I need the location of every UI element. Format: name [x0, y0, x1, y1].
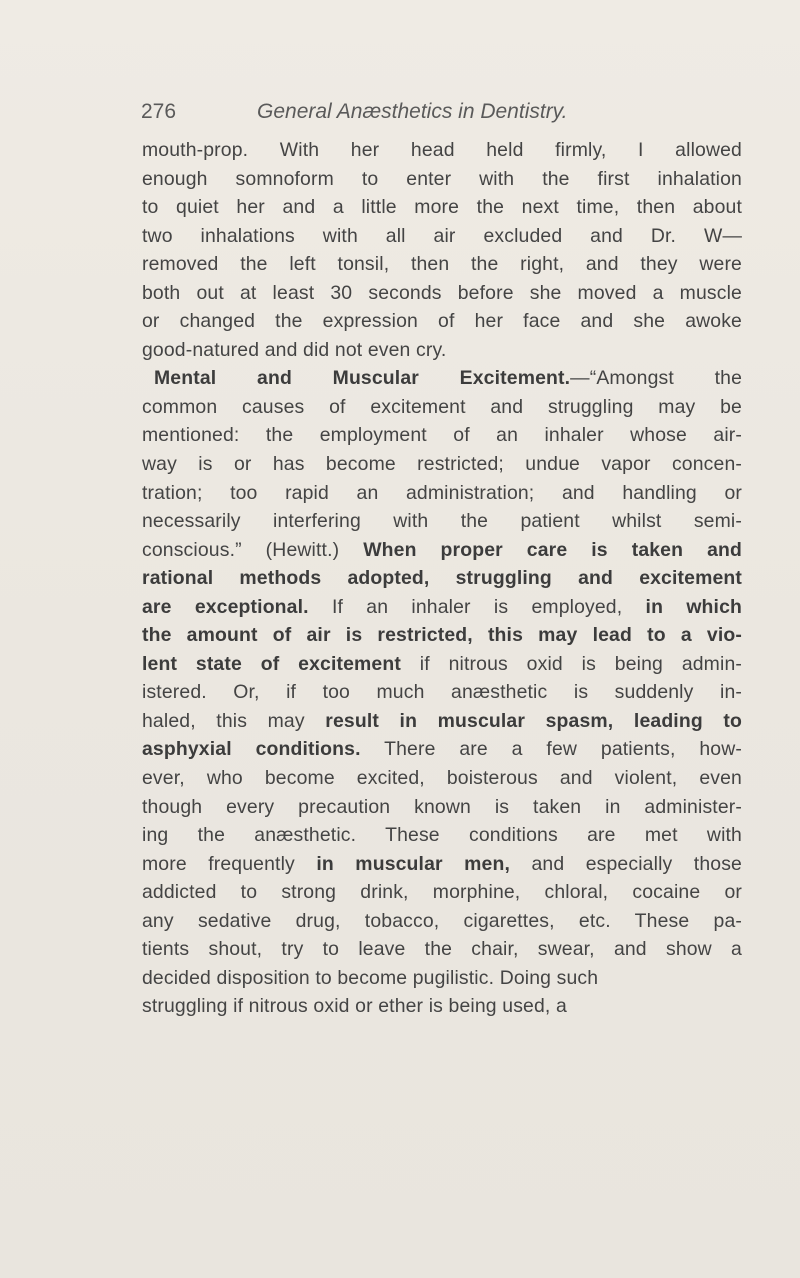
- text-run: decided disposition to become pugilistic. Doing such: [142, 966, 599, 989]
- text-run: though every precaution known is taken in administer-: [142, 795, 742, 818]
- text-line: [142, 650, 742, 679]
- bold-text-run: rational methods adopted, struggling and excitement: [142, 567, 742, 590]
- text-line: [142, 336, 742, 365]
- running-head-title: General Anæsthetics in Dentistry.: [257, 100, 568, 123]
- text-line: [142, 878, 742, 907]
- text-line: [142, 393, 742, 422]
- text-run: mouth-prop. With her head held firmly, I allowed: [142, 139, 742, 161]
- text-line: [142, 935, 742, 964]
- text-run: to quiet her and a little more the next time, then about: [142, 196, 742, 219]
- body-text: [142, 136, 742, 1021]
- text-run: necessarily interfering with the patient whilst semi-: [142, 510, 742, 533]
- bold-text-run: in which: [645, 595, 743, 618]
- text-line: [142, 279, 742, 308]
- text-run: enough somnoform to enter with the first inhalation: [142, 167, 742, 190]
- text-run: removed the left tonsil, then the right, and they were: [142, 253, 742, 276]
- text-line: [142, 222, 742, 251]
- text-run: tients shout, try to leave the chair, swear, and show a: [142, 938, 742, 961]
- bold-text-run: asphyxial conditions.: [142, 738, 361, 761]
- text-run: —“Amongst the: [570, 367, 742, 390]
- text-run: and especially those: [510, 852, 742, 875]
- text-run: conscious.” (Hewitt.): [142, 538, 364, 561]
- text-line: [142, 992, 742, 1021]
- bold-text-run: are exceptional.: [142, 595, 309, 618]
- text-line: [142, 307, 742, 336]
- text-run: There are a few patients, how-: [360, 738, 743, 761]
- text-run: both out at least 30 seconds before she moved a muscle: [142, 281, 742, 304]
- text-run: If an inhaler is employed,: [308, 595, 646, 618]
- text-line: [142, 707, 742, 736]
- text-run: or changed the expression of her face and she awoke: [142, 310, 742, 333]
- text-line: [142, 621, 742, 650]
- bold-text-run: in muscular men,: [316, 852, 511, 875]
- text-line: [142, 964, 742, 993]
- bold-text-run: result in muscular spasm, leading to: [325, 709, 743, 732]
- text-run: struggling if nitrous oxid or ether is being used, a: [142, 995, 567, 1018]
- text-line: [142, 678, 742, 707]
- text-line: [142, 821, 742, 850]
- text-run: istered. Or, if too much anæsthetic is suddenly in-: [142, 681, 742, 704]
- text-line: [142, 850, 742, 879]
- text-run: common causes of excitement and struggling may be: [142, 395, 742, 418]
- text-line: [142, 536, 742, 565]
- text-line: [142, 507, 742, 536]
- text-line: [142, 735, 742, 764]
- bold-text-run: Mental and Muscular Excitement.: [154, 367, 571, 390]
- text-run: two inhalations with all air excluded and Dr. W—: [142, 224, 742, 247]
- text-run: mentioned: the employment of an inhaler whose air-: [142, 424, 742, 447]
- text-line: [142, 764, 742, 793]
- text-line: [142, 193, 742, 222]
- text-run: more frequently: [142, 852, 317, 875]
- bold-text-run: When proper care is taken and: [363, 538, 742, 561]
- text-run: ing the anæsthetic. These conditions are met with: [142, 824, 742, 847]
- text-run: good-natured and did not even cry.: [142, 338, 447, 361]
- text-line: [142, 564, 742, 593]
- text-run: haled, this may: [142, 709, 326, 732]
- text-line: [142, 136, 742, 165]
- text-line: [142, 364, 742, 393]
- text-run: any sedative drug, tobacco, cigarettes, etc. These pa-: [142, 909, 742, 932]
- text-line: [142, 479, 742, 508]
- page-number: 276: [141, 100, 177, 123]
- running-head: [141, 100, 741, 130]
- text-run: addicted to strong drink, morphine, chloral, cocaine or: [142, 881, 742, 904]
- text-line: [142, 907, 742, 936]
- text-run: way is or has become restricted; undue vapor concen-: [142, 453, 742, 476]
- text-line: [142, 421, 742, 450]
- text-line: [142, 165, 742, 194]
- text-line: [142, 250, 742, 279]
- text-run: tration; too rapid an administration; and handling or: [142, 481, 742, 504]
- text-run: if nitrous oxid is being admin-: [400, 652, 742, 675]
- bold-text-run: lent state of excitement: [142, 652, 401, 675]
- text-line: [142, 593, 742, 622]
- text-run: ever, who become excited, boisterous and violent, even: [142, 767, 742, 790]
- text-line: [142, 793, 742, 822]
- text-line: [142, 450, 742, 479]
- bold-text-run: the amount of air is restricted, this may lead to a vio-: [142, 624, 742, 647]
